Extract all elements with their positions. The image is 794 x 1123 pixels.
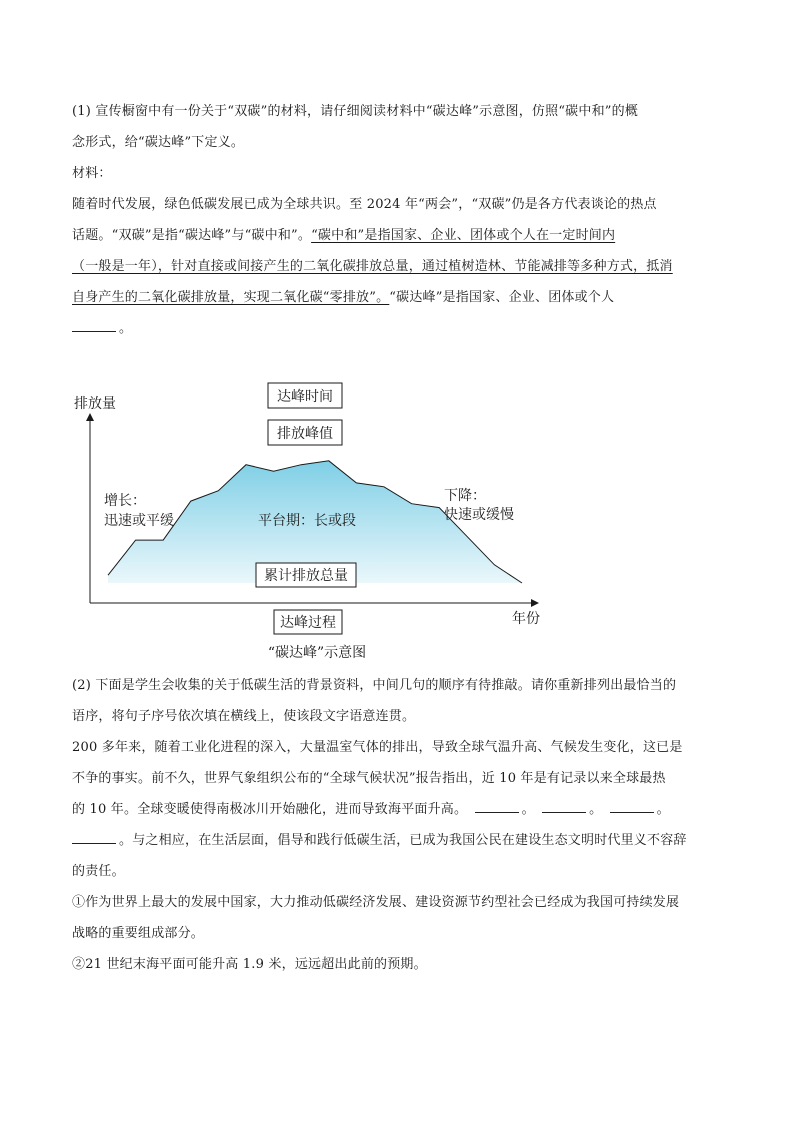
passage-line2: 不争的事实。前不久，世界气象组织公布的“全球气候状况”报告指出，近 10 年是有记录以来全球最热 [72, 771, 666, 786]
passage-line4: 。与之相应，在生活层面，倡导和践行低碳生活，已成为我国公民在建设生态文明时代里义不容辞 [119, 833, 687, 848]
y-axis-label: 排放量 [74, 396, 116, 412]
part2-question-line1: (2) 下面是学生会收集的关于低碳生活的背景资料，中间几句的顺序有待推敲。请你重新排列出最恰当的 [72, 678, 677, 693]
material-label: 材料： [72, 166, 112, 181]
carbon-neutral-definition-part1: “碳中和”是指国家、企业、团体或个人在一定时间内 [311, 228, 616, 243]
passage-line3: 的 10 年。全球变暖使得南极冰川开始融化，进而导致海平面升高。 [72, 802, 468, 817]
part2-question [72, 670, 722, 732]
passage-line1: 200 多年来，随着工业化进程的深入，大量温室气体的排出，导致全球气温升高、气候发生变化，这已是 [72, 740, 683, 755]
option-2: ②21 世纪末海平面可能升高 1.9 米，远远超出此前的预期。 [72, 957, 427, 972]
answer-blank-4[interactable] [72, 829, 116, 844]
plateau-label: 平台期：长或段 [258, 513, 356, 529]
blank-separator-1: 。 [521, 802, 535, 817]
passage-line5: 的责任。 [72, 864, 125, 879]
carbon-peak-prompt: “碳达峰”是指国家、企业、团体或个人 [389, 290, 615, 305]
carbon-neutral-definition-part3: 自身产生的二氧化碳排放量，实现二氧化碳“零排放”。 [72, 290, 390, 305]
answer-blank-definition[interactable] [72, 317, 116, 332]
carbon-peak-chart-svg [70, 375, 550, 675]
option-1-line1: ①作为世界上最大的发展中国家，大力推动低碳经济发展、建设资源节约型社会已经成为我国可持续发展 [72, 895, 680, 910]
option-1-line2: 战略的重要组成部分。 [72, 926, 205, 941]
material-line1: 随着时代发展，绿色低碳发展已成为全球共识。至 2024 年“两会”，“双碳”仍是各方代表谈论的热点 [72, 197, 657, 212]
peak-time-label: 达峰时间 [277, 389, 333, 405]
chart-caption: “碳达峰”示意图 [267, 645, 367, 661]
answer-blank-3[interactable] [610, 798, 654, 813]
x-axis-label: 年份 [512, 611, 540, 627]
carbon-neutral-definition-part2: （一般是一年），针对直接或间接产生的二氧化碳排放总量，通过植树造林、节能减排等多种方式，抵消 [72, 259, 673, 274]
part1-question-line2: 念形式，给“碳达峰”下定义。 [72, 135, 245, 150]
material-line2a: 话题。“双碳”是指“碳达峰”与“碳中和”。 [72, 228, 312, 243]
blank-separator-2: 。 [589, 802, 603, 817]
part1-question-line1: (1) 宣传橱窗中有一份关于“双碳”的材料，请仔细阅读材料中“碳达峰”示意图，仿照“碳中和”的概 [72, 104, 639, 119]
part2-question-line2: 语序，将句子序号依次填在横线上，使该段文字语意连贯。 [72, 709, 416, 724]
peak-value-label: 排放峰值 [277, 426, 333, 442]
growth-detail-label: 迅速或平缓 [104, 513, 174, 529]
decline-label: 下降： [444, 488, 486, 504]
answer-blank-2[interactable] [542, 798, 586, 813]
peak-process-label: 达峰过程 [280, 615, 336, 631]
part2-passage [72, 732, 722, 980]
blank-separator-3: 。 [656, 802, 670, 817]
carbon-peak-diagram [70, 375, 550, 675]
part1-question [72, 96, 722, 158]
growth-label: 增长： [104, 493, 146, 509]
cumulative-emission-label: 累计排放总量 [264, 568, 348, 584]
decline-detail-label: 快速或缓慢 [444, 507, 514, 523]
answer-blank-1[interactable] [475, 798, 519, 813]
material-block [72, 158, 722, 344]
material-line5-end: 。 [119, 321, 133, 336]
